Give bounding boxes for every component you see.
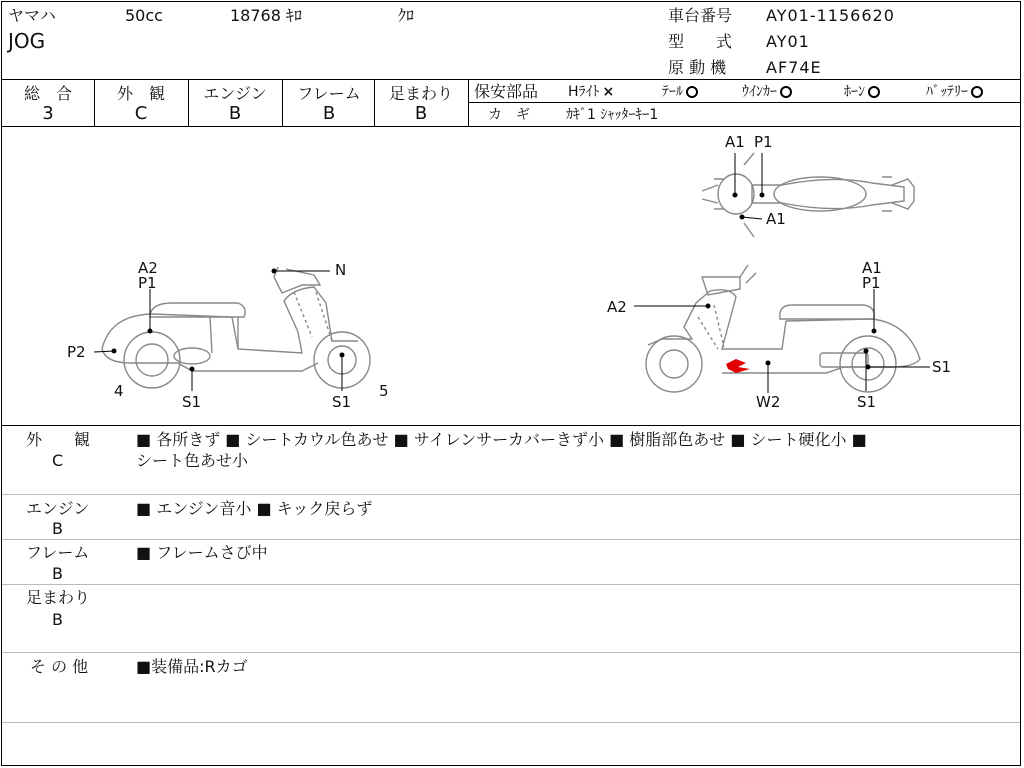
frame-no-label: 車台番号 bbox=[668, 6, 733, 25]
label-left-4: 4 bbox=[114, 382, 124, 400]
note-grade: C bbox=[52, 451, 64, 470]
divider bbox=[2, 425, 1020, 426]
note-text: ■装備品:Rカゴ bbox=[136, 657, 248, 676]
divider bbox=[468, 79, 469, 126]
label-left-p1: P1 bbox=[138, 274, 157, 292]
grade-suspension-value: B bbox=[414, 103, 428, 124]
note-grade: B bbox=[52, 564, 63, 583]
note-label: エンジン bbox=[26, 499, 90, 518]
label-top-p1: P1 bbox=[754, 133, 773, 151]
safety-headlight: Hﾗｲﾄ × bbox=[568, 84, 615, 100]
label-left-s1b: S1 bbox=[332, 393, 352, 411]
model-name: JOG bbox=[8, 29, 46, 53]
grade-suspension-label: 足まわり bbox=[388, 84, 453, 103]
label-top-a1: A1 bbox=[725, 133, 745, 151]
engine-value: AF74E bbox=[766, 58, 822, 77]
divider bbox=[2, 494, 1020, 495]
label-right-s1b: S1 bbox=[857, 393, 877, 411]
circle-ok-icon bbox=[868, 86, 880, 98]
cross-icon: × bbox=[602, 84, 615, 100]
grade-total-value: 3 bbox=[42, 103, 54, 124]
grade-exterior-value: C bbox=[134, 103, 148, 124]
circle-ok-icon bbox=[780, 86, 792, 98]
type-value: AY01 bbox=[766, 32, 810, 51]
displacement: 50cc bbox=[125, 6, 163, 25]
label-left-5: 5 bbox=[379, 382, 389, 400]
note-grade: B bbox=[52, 519, 63, 538]
grade-engine-value: B bbox=[228, 103, 242, 124]
label-top-a1-side: A1 bbox=[766, 210, 786, 228]
key-value: ｶｷﾞ1 ｼｬｯﾀｰｷｰ1 bbox=[566, 107, 659, 123]
frame-no: AY01-1156620 bbox=[766, 6, 895, 25]
inspection-sheet bbox=[1, 1, 1021, 766]
mileage: 18768 ｷﾛ bbox=[230, 6, 302, 25]
divider bbox=[468, 102, 1020, 103]
safety-horn: ﾎｰﾝ bbox=[844, 82, 880, 102]
safety-tail: ﾃｰﾙ bbox=[662, 82, 698, 102]
label-right-p1: P1 bbox=[862, 274, 881, 292]
divider bbox=[2, 79, 1020, 80]
note-text-2: シート色あせ小 bbox=[136, 451, 249, 470]
grade-engine-label: エンジン bbox=[203, 84, 267, 103]
label-left-a2: A2 bbox=[138, 259, 158, 277]
label-right-a2: A2 bbox=[607, 298, 627, 316]
divider bbox=[2, 584, 1020, 585]
note-label: フレーム bbox=[26, 543, 90, 562]
label-left-s1a: S1 bbox=[182, 393, 202, 411]
label-right-s1a: S1 bbox=[932, 358, 952, 376]
divider bbox=[2, 539, 1020, 540]
note-label: 足まわり bbox=[26, 588, 91, 607]
body-color: ｸﾛ bbox=[398, 6, 415, 25]
grade-total-label: 総 合 bbox=[23, 84, 72, 103]
safety-battery: ﾊﾞｯﾃﾘｰ bbox=[926, 82, 983, 102]
note-label: 外 観 bbox=[26, 430, 91, 449]
label-right-w2: W2 bbox=[756, 393, 781, 411]
note-text: ■ 各所きず ■ シートカウル色あせ ■ サイレンサーカバーきず小 ■ 樹脂部色あせ ■ シート硬化小 ■ bbox=[136, 430, 867, 449]
engine-label: 原 動 機 bbox=[668, 58, 727, 77]
note-text: ■ フレームさび中 bbox=[136, 543, 268, 562]
note-text: ■ エンジン音小 ■ キック戻らず bbox=[136, 499, 373, 518]
safety-winker: ｳｲﾝｶｰ bbox=[742, 82, 792, 102]
note-grade: B bbox=[52, 610, 63, 629]
divider bbox=[2, 652, 1020, 653]
label-left-n: N bbox=[335, 261, 347, 279]
label-right-a1: A1 bbox=[862, 259, 882, 277]
divider bbox=[2, 722, 1020, 723]
circle-ok-icon bbox=[686, 86, 698, 98]
grade-frame-value: B bbox=[322, 103, 336, 124]
safety-title: 保安部品 bbox=[474, 82, 539, 101]
type-label: 型 式 bbox=[668, 32, 733, 51]
label-left-p2: P2 bbox=[67, 343, 86, 361]
grade-frame-label: フレーム bbox=[297, 84, 361, 103]
circle-ok-icon bbox=[971, 86, 983, 98]
damage-marker bbox=[726, 359, 750, 373]
maker: ヤマハ bbox=[8, 6, 56, 25]
grade-exterior-label: 外 観 bbox=[116, 84, 165, 103]
note-label: そ の 他 bbox=[30, 657, 89, 676]
key-label: カ ギ bbox=[488, 107, 530, 123]
